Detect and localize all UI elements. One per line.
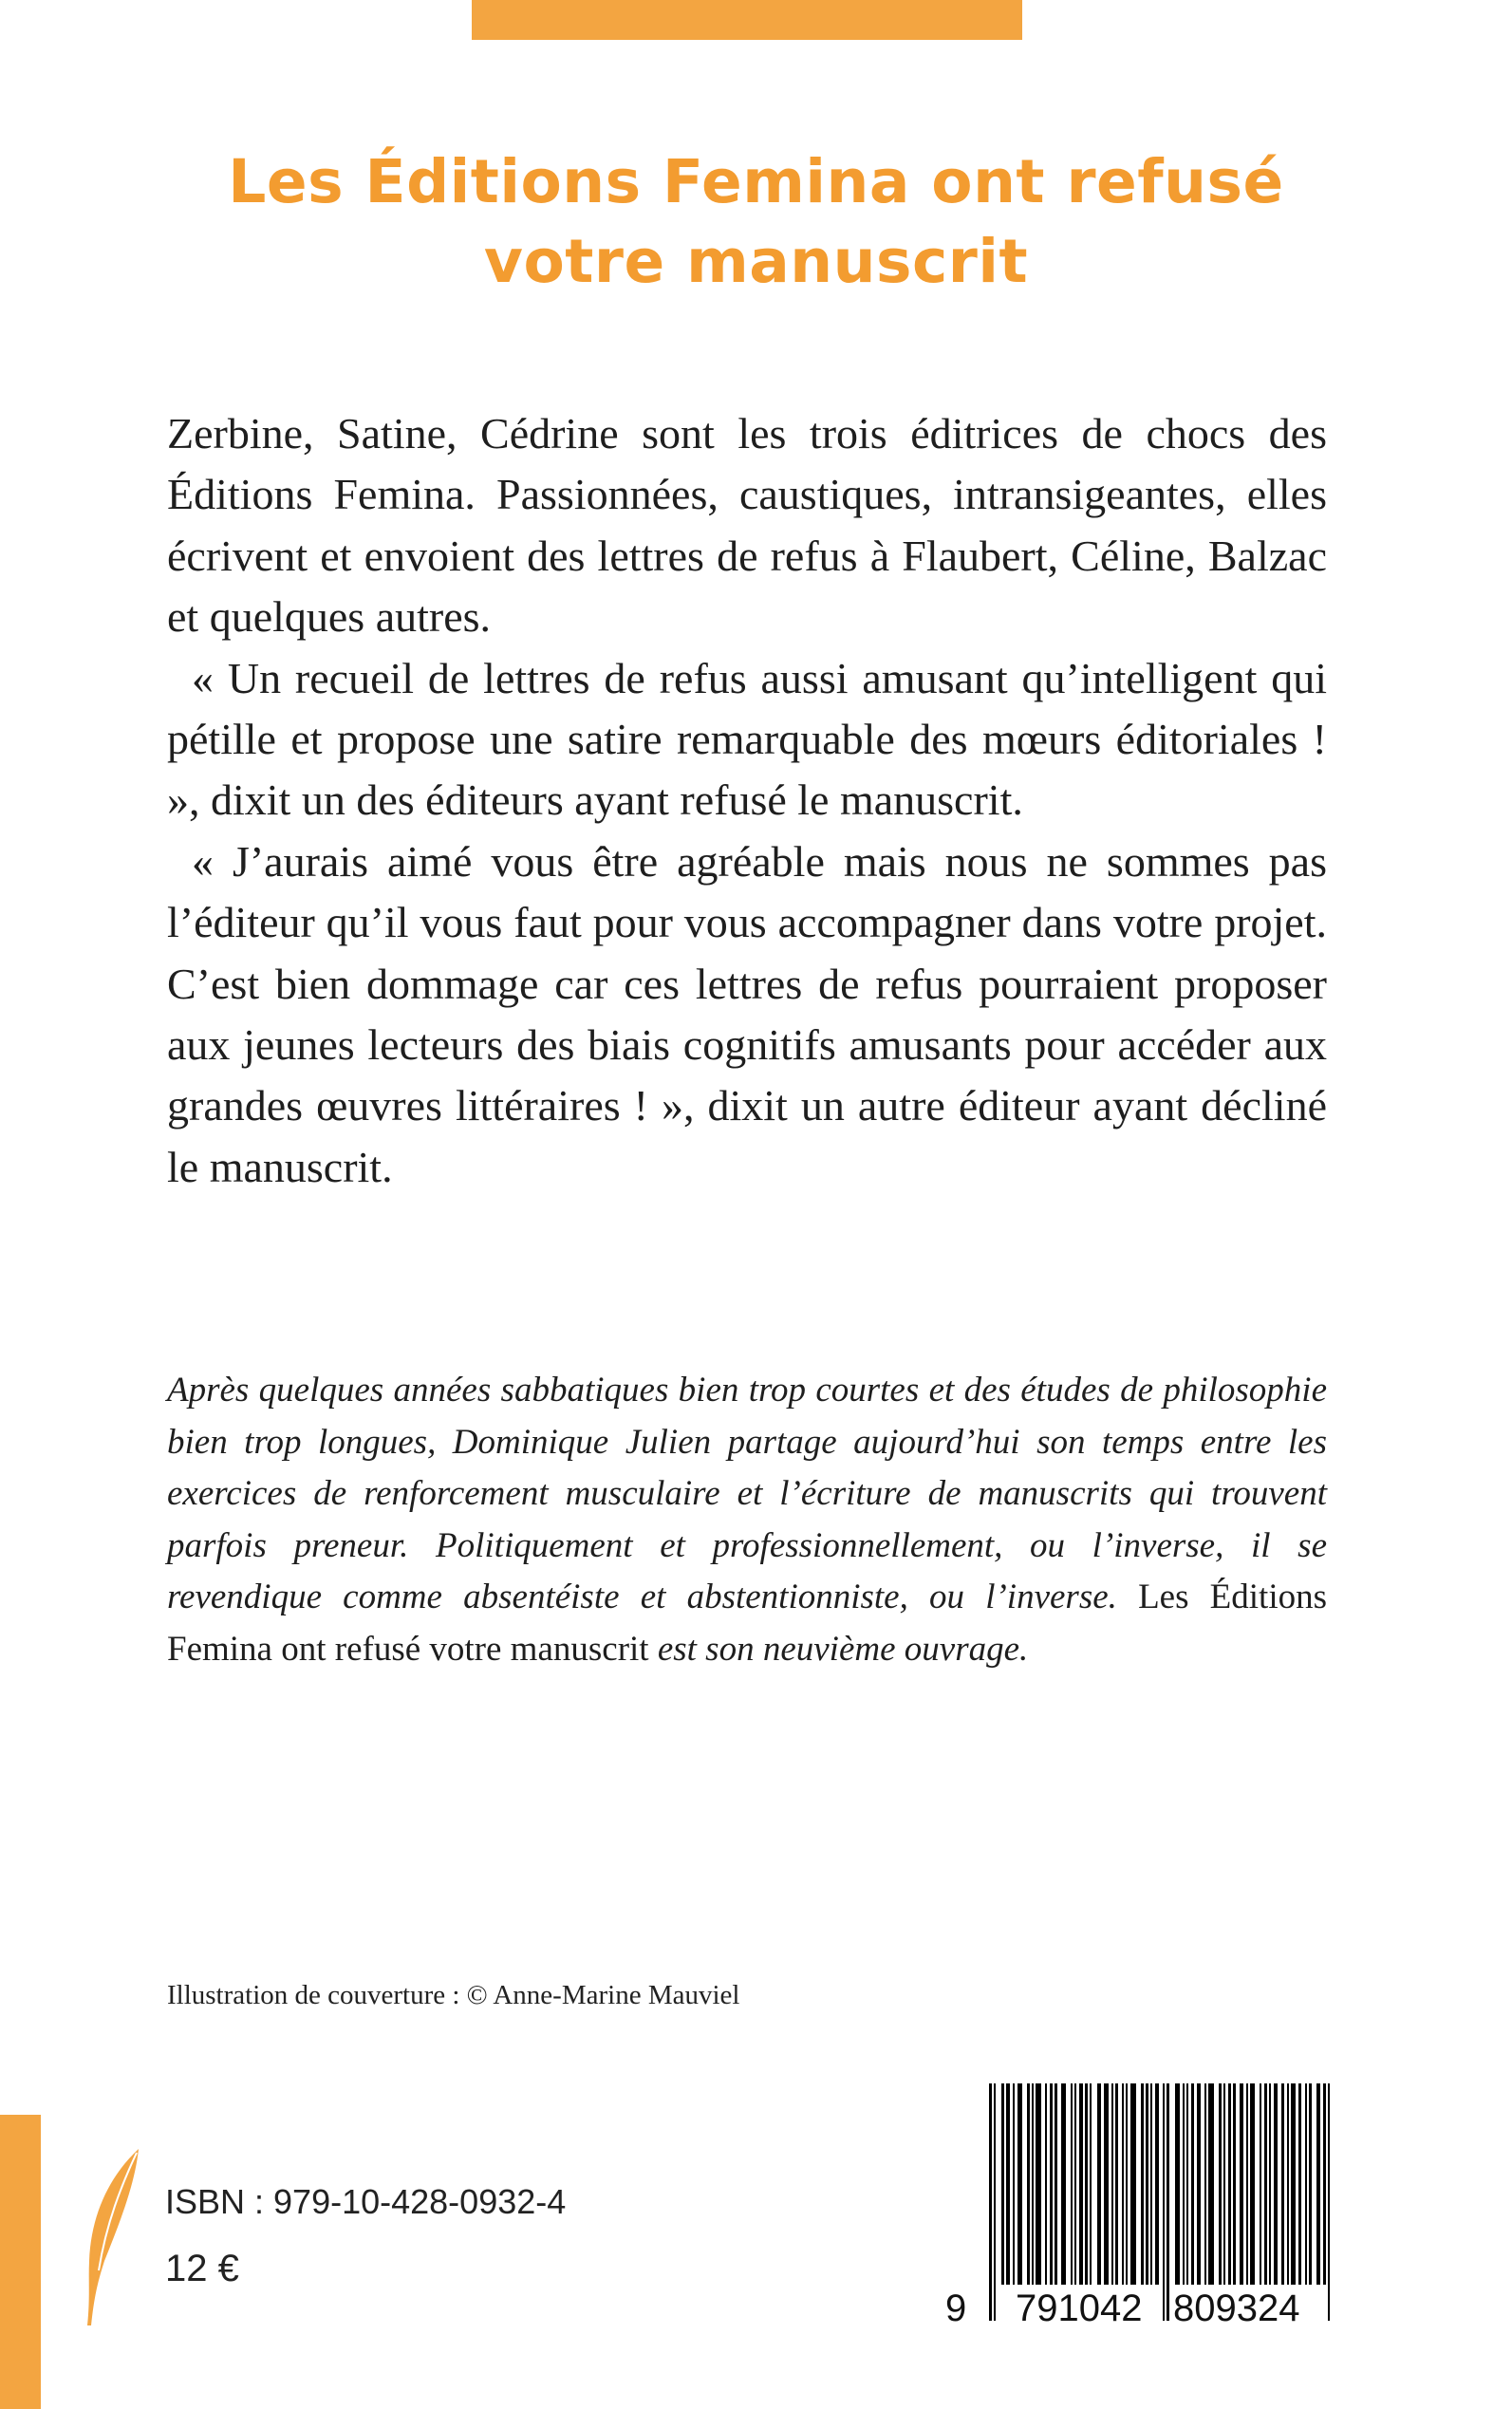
barcode-bar xyxy=(1323,2083,1326,2285)
barcode-bar xyxy=(1219,2083,1222,2285)
barcode xyxy=(943,2081,1336,2335)
barcode-bar xyxy=(1111,2083,1113,2285)
feather-icon xyxy=(82,2147,144,2327)
barcode-bar xyxy=(1328,2083,1330,2321)
barcode-bar xyxy=(1061,2083,1066,2285)
barcode-bar xyxy=(1233,2083,1236,2285)
isbn: ISBN : 979-10-428-0932-4 xyxy=(165,2182,567,2221)
barcode-bar xyxy=(1085,2083,1088,2285)
blurb-paragraph-1: Zerbine, Satine, Cédrine sont les trois éditrices de chocs des Éditions Femina. Passionnées, caustiques, intransigeantes, elles écrivent et envoient des lettres de refus à Flaubert, Céline, Balzac et quelques autres. xyxy=(167,409,1327,642)
barcode-bar xyxy=(1228,2083,1231,2285)
barcode-bar xyxy=(1074,2083,1076,2285)
barcode-bar xyxy=(1186,2083,1188,2285)
back-cover-blurb xyxy=(167,403,1327,1198)
author-bio-ending: est son neuvième ouvrage. xyxy=(657,1629,1029,1669)
barcode-bar xyxy=(1150,2083,1152,2285)
barcode-bar xyxy=(1122,2083,1124,2285)
barcode-bar xyxy=(1240,2083,1243,2285)
barcode-bar xyxy=(989,2083,992,2321)
barcode-bar xyxy=(1155,2083,1159,2285)
barcode-bar xyxy=(1097,2083,1101,2285)
barcode-bar xyxy=(1264,2083,1267,2285)
barcode-bar xyxy=(1274,2083,1278,2285)
barcode-bar xyxy=(1250,2083,1255,2285)
barcode-bar xyxy=(1204,2083,1206,2285)
barcode-bar xyxy=(1017,2083,1022,2285)
barcode-bar xyxy=(1298,2083,1301,2285)
author-bio-book-title: Les Éditions Femina ont refusé votre manuscrit xyxy=(167,1578,1328,1669)
barcode-bar xyxy=(1036,2083,1041,2285)
book-title-line-1: Les Éditions Femina ont refusé xyxy=(228,147,1284,216)
barcode-bar xyxy=(1183,2083,1185,2285)
barcode-left-group: 791042 xyxy=(1016,2288,1143,2329)
price: 12 € xyxy=(165,2248,239,2289)
barcode-bar xyxy=(1090,2083,1092,2285)
book-title xyxy=(95,142,1417,302)
barcode-bar xyxy=(1246,2083,1248,2285)
barcode-bar xyxy=(1126,2083,1128,2285)
barcode-bar xyxy=(1163,2083,1165,2321)
barcode-bar xyxy=(1146,2083,1148,2285)
top-accent-band xyxy=(472,0,1022,40)
barcode-bar xyxy=(1305,2083,1307,2285)
barcode-bar xyxy=(1055,2083,1057,2285)
blurb-paragraph-3: « J’aurais aimé vous être agréable mais nous ne sommes pas l’éditeur qu’il vous faut pour vous accompagner dans votre projet. C’est bien dommage car ces lettres de refus pourraient proposer aux jeunes lecteurs des biais cognitifs amusants pour accéder aux grandes œuvres littéraires ! », dixit un autre éditeur ayant décliné le manuscrit. xyxy=(167,836,1327,1191)
barcode-bar xyxy=(1071,2083,1073,2285)
barcode-bar xyxy=(1191,2083,1194,2285)
barcode-bar xyxy=(1013,2083,1015,2285)
barcode-bar xyxy=(1260,2083,1261,2285)
author-bio xyxy=(167,1365,1327,1675)
barcode-bar xyxy=(1032,2083,1034,2285)
blurb-paragraph-2: « Un recueil de lettres de refus aussi amusant qu’intelligent qui pétille et propose une satire remarquable des mœurs éditoriales ! », dixit un des éditeurs ayant refusé le manuscrit. xyxy=(167,653,1327,825)
barcode-bar xyxy=(1079,2083,1083,2285)
barcode-bar xyxy=(1045,2083,1047,2285)
barcode-bar xyxy=(1167,2083,1169,2321)
barcode-bar xyxy=(1281,2083,1284,2285)
barcode-bar xyxy=(1001,2083,1004,2285)
barcode-first-digit: 9 xyxy=(945,2288,967,2329)
book-title-line-2: votre manuscrit xyxy=(483,227,1029,296)
barcode-bar xyxy=(994,2083,996,2321)
barcode-bar xyxy=(1115,2083,1118,2285)
barcode-bar xyxy=(1104,2083,1109,2285)
barcode-bar xyxy=(1050,2083,1053,2285)
barcode-bar xyxy=(1223,2083,1225,2285)
barcode-bar xyxy=(1006,2083,1010,2285)
barcode-bar xyxy=(1269,2083,1271,2285)
illustration-credit: Illustration de couverture : © Anne-Marine Mauviel xyxy=(167,1980,740,2010)
barcode-bar xyxy=(1287,2083,1289,2285)
barcode-bar xyxy=(1316,2083,1320,2285)
barcode-bar xyxy=(1141,2083,1144,2285)
barcode-bar xyxy=(1130,2083,1136,2285)
barcode-right-group: 809324 xyxy=(1173,2288,1300,2329)
barcode-bar xyxy=(1027,2083,1030,2285)
barcode-bar xyxy=(1291,2083,1296,2285)
barcode-bar xyxy=(1175,2083,1180,2285)
author-bio-text: Après quelques années sabbatiques bien trop courtes et des études de philosophie bien trop longues, Dominique Julien partage aujourd’hui son temps entre les exercices de renforcement musculaire et l’écriture de manuscrits qui trouvent parfois preneur. Politiquement et professionnellement, ou l’inverse, il se revendique comme absentéiste et abstentionniste, ou l’inverse. xyxy=(167,1371,1327,1616)
barcode-bar xyxy=(1197,2083,1201,2285)
barcode-bar xyxy=(1208,2083,1214,2285)
barcode-bar xyxy=(1309,2083,1312,2285)
side-accent-band xyxy=(0,2115,41,2409)
